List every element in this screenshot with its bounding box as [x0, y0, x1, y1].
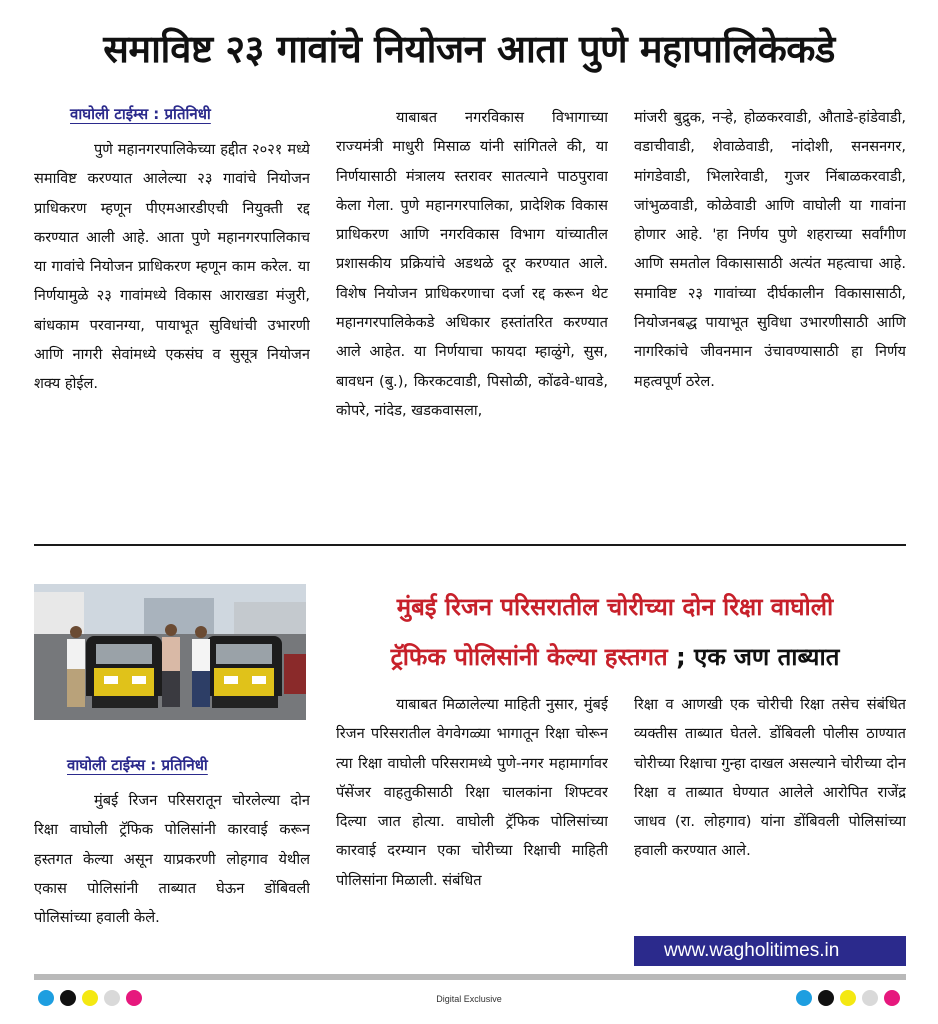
- story2-paragraph-3: रिक्षा व आणखी एक चोरीची रिक्षा तसेच संबंधित व्यक्तीस ताब्यात घेतले. डोंबिवली पोलीस ठाण्यात चोरीच्या रिक्षाचा गुन्हा दाखल असल्याने चोरीच्या दोन रिक्षा व ताब्यात घेण्यात आलेले आरोपित राजेंद्र जाधव (रा. लोहगाव) यांना डोंबिवली पोलिसांच्या हवाली करण्यात आले.: [634, 696, 906, 860]
- story1-column-2: [336, 103, 608, 535]
- story2-column-3: [634, 690, 906, 930]
- section-divider: [34, 544, 906, 546]
- story1-paragraph-1: पुणे महानगरपालिकेच्या हद्दीत २०२१ मध्ये समाविष्ट करण्यात आलेल्या २३ गावांचे नियोजन प्राधिकरण म्हणून पीएमआरडीएची नियुक्ती रद्द करण्यात आली आहे. आता पुणे महानगरपालिकाच या गावांचे नियोजन प्राधिकरण म्हणून काम करेल. या निर्णयामुळे २३ गावांमध्ये विकास आराखडा मंजुरी, बांधकाम परवानग्या, पायाभूत सुविधांची उभारणी आणि नागरी सेवांमध्ये एकसंघ व सुसूत्र नियोजन शक्य होईल.: [34, 141, 310, 393]
- story1-paragraph-2: याबाबत नगरविकास विभागाच्या राज्यमंत्री माधुरी मिसाळ यांनी सांगितले की, या निर्णयासाठी मंत्रालय स्तरावर सातत्याने पाठपुरावा केला गेला. पुणे महानगरपालिका, प्रादेशिक विकास प्राधिकरण आणि नगरविकास विभाग यांच्यातील प्रशासकीय प्रक्रियांचे अडथळे दूर करण्यात आले. विशेष नियोजन प्राधिकरणाचा दर्जा रद्द करून थेट महानगरपालिकेकडे अधिकार हस्तांतरित करण्यात आले आहेत. या निर्णयाचा फायदा म्हाळुंगे, सुस, बावधन (बु.), किरकटवाडी, पिसोळी, कोंढवे-धावडे, कोपरे, नांदेड, खडकवासला,: [336, 109, 608, 419]
- story2-byline: वाघोली टाईम्स : प्रतिनिधी: [67, 756, 208, 774]
- story2-column-2: [336, 690, 608, 970]
- story1-byline: वाघोली टाईम्स : प्रतिनिधी: [70, 105, 211, 123]
- story2-headline-dark-part: ; एक जण ताब्यात: [667, 643, 840, 671]
- website-link[interactable]: www.wagholitimes.in: [634, 936, 906, 966]
- footer-bar: [34, 974, 906, 980]
- story1-column-1: [34, 135, 310, 535]
- registration-marks-right: [796, 990, 900, 1006]
- magenta-dot-icon: [884, 990, 900, 1006]
- story2-headline-line-1: मुंबई रिजन परिसरातील चोरीच्या दोन रिक्षा वाघोली: [396, 593, 834, 621]
- story2-paragraph-2: याबाबत मिळालेल्या माहिती नुसार, मुंबई रिजन परिसरातील वेगवेगळ्या भागातून रिक्षा चोरून त्या रिक्षा वाघोली परिसरामध्ये पुणे-नगर महामार्गावर पॅसेंजर वाहतुकीसाठी रिक्षा चालकांना शिफ्टवर दिल्या जात होत्या. वाघोली ट्रॅफिक पोलिसांच्या कारवाई दरम्यान एका चोरीच्या रिक्षाची माहिती पोलिसांना मिळाली. संबंधित: [336, 696, 608, 889]
- story2-column-1: [34, 786, 310, 976]
- news-photo: [34, 584, 306, 720]
- main-headline: समाविष्ट २३ गावांचे नियोजन आता पुणे महापालिकेकडे: [103, 27, 835, 71]
- yellow-dot-icon: [840, 990, 856, 1006]
- story1-paragraph-3: मांजरी बुद्रुक, नऱ्हे, होळकरवाडी, औताडे-हांडेवाडी, वडाचीवाडी, शेवाळेवाडी, नांदोशी, सनसनगर, मांगडेवाडी, भिलारेवाडी, गुजर निंबाळकरवाडी, जांभुळवाडी, कोळेवाडी आणि वाघोली या गावांना होणार आहे. 'हा निर्णय पुणे शहराच्या सर्वांगीण आणि समतोल विकासासाठी अत्यंत महत्वाचा आहे. समाविष्ट २३ गावांच्या दीर्घकालीन विकासासाठी, नियोजनबद्ध पायाभूत सुविधा उभारणीसाठी आणि नागरिकांचे जीवनमान उंचावण्यासाठी हा निर्णय महत्वपूर्ण ठरेल.: [634, 109, 906, 390]
- story2-paragraph-1: मुंबई रिजन परिसरातून चोरलेल्या दोन रिक्षा वाघोली ट्रॅफिक पोलिसांनी कारवाई करून हस्तगत केल्या असून याप्रकरणी लोहगाव येथील एकास पोलिसांनी ताब्यात घेऊन डोंबिवली पोलिसांच्या हवाली केले.: [34, 792, 310, 927]
- story2-headline-red-part: ट्रॅफिक पोलिसांनी केल्या हस्तगत: [390, 643, 668, 671]
- footer-label: Digital Exclusive: [436, 994, 502, 1004]
- black-dot-icon: [818, 990, 834, 1006]
- story2-headline-line-2: [320, 640, 910, 674]
- cyan-dot-icon: [796, 990, 812, 1006]
- auto-rickshaw-police-photo-icon: [34, 584, 306, 720]
- grey-dot-icon: [862, 990, 878, 1006]
- story1-column-3: [634, 103, 906, 535]
